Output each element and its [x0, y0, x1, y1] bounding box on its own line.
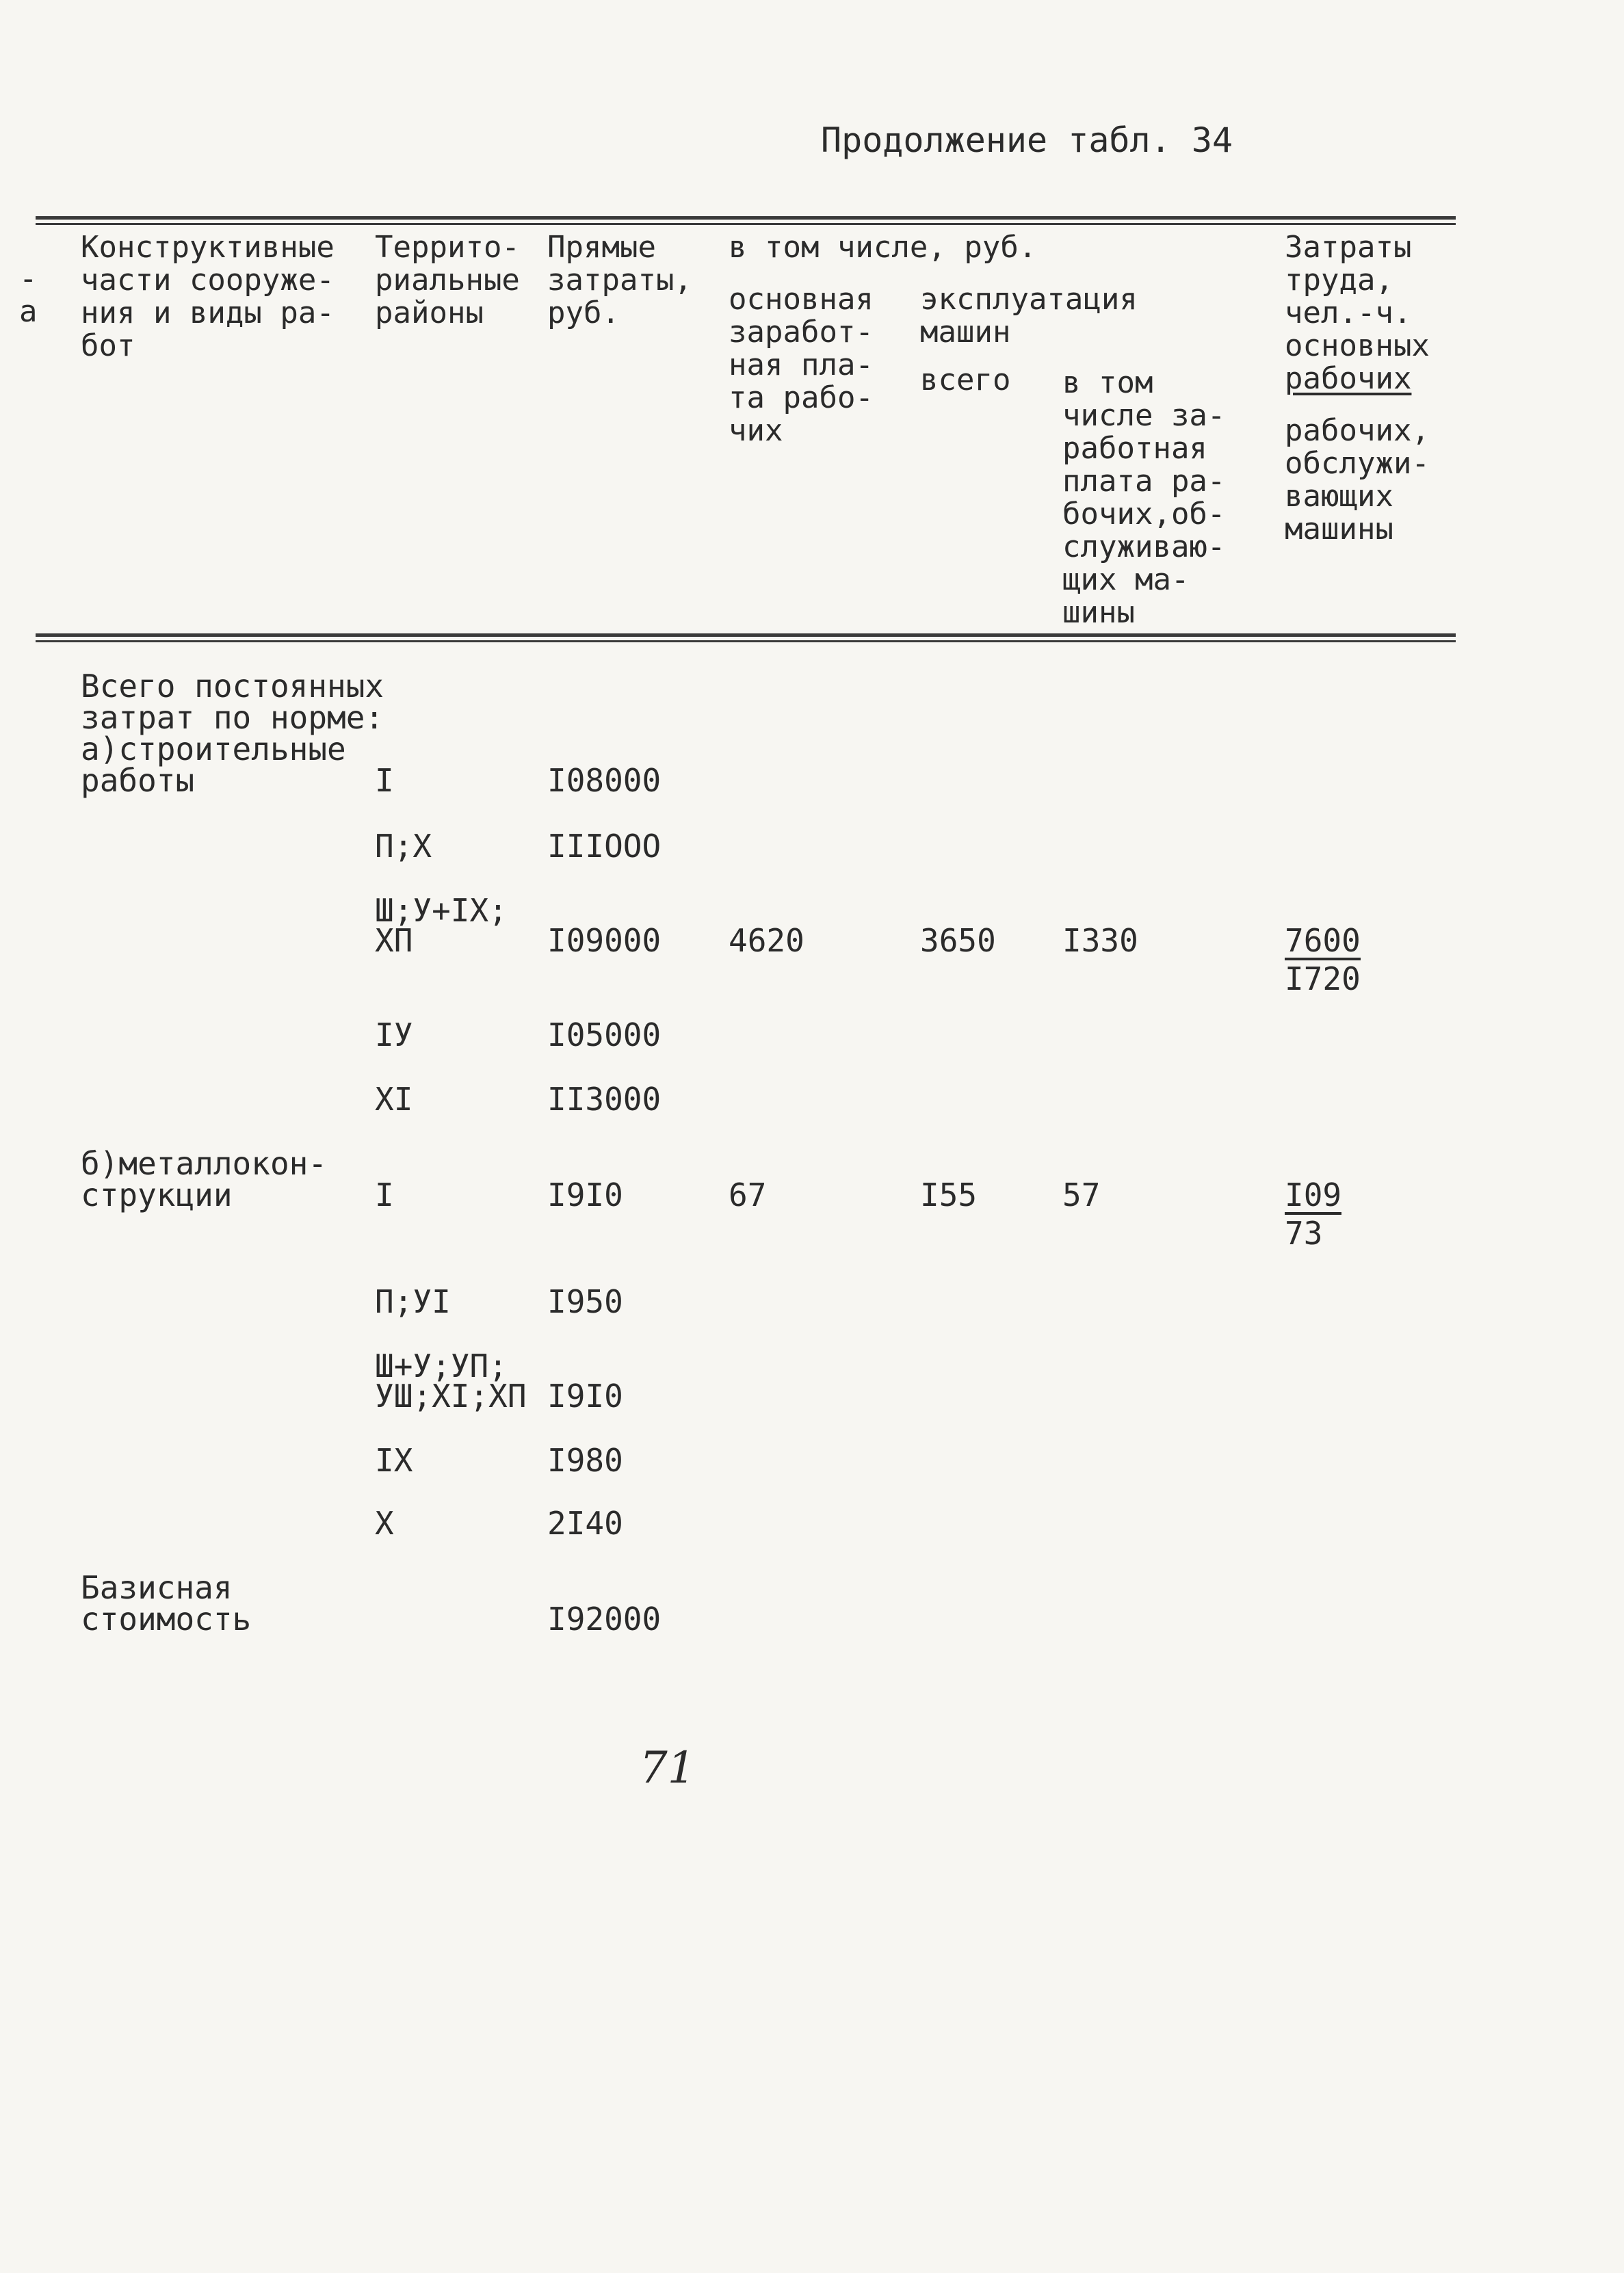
header-parts-line-3: ния и виды ра- [81, 295, 335, 330]
table-top-rule-2 [36, 223, 1456, 225]
header-parts-line-1: Конструктивные [81, 230, 335, 265]
header-parts-line-2: части сооруже- [81, 263, 335, 298]
table-row-a5-region: ХI [375, 1081, 413, 1118]
header-machines-wage-line-7: щих ма- [1062, 562, 1190, 597]
header-direct-costs-line-1: Прямые [547, 230, 656, 265]
header-cutoff-fragment-2: а [19, 294, 38, 329]
table-row-b2-region: П;УI [375, 1283, 451, 1320]
header-labor-main-workers: рабочих [1285, 361, 1412, 396]
header-direct-costs-line-2: затраты, [547, 263, 692, 298]
header-bottom-rule [36, 633, 1456, 637]
header-machines-wage-line-4: плата ра- [1062, 464, 1226, 499]
table-row-a1-direct: I08000 [547, 762, 662, 799]
section-a-label-line-3: а)строительные [81, 731, 346, 767]
header-wage-line-5: чих [729, 413, 783, 448]
section-b-label-line-2: струкции [81, 1177, 233, 1213]
table-row-a3-labor-fraction [1285, 922, 1361, 997]
section-a-label-line-4: работы [81, 762, 195, 799]
table-row-a3-labor-machines: I720 [1285, 960, 1361, 997]
table-row-b3-region-line-2: УШ;ХI;ХП [375, 1378, 527, 1415]
page-number: 71 [640, 1743, 696, 1794]
table-row-a4-region: IУ [375, 1016, 413, 1053]
table-row-b5-region: Х [375, 1505, 394, 1542]
table-row-a3-direct: I09000 [547, 922, 662, 959]
table-row-b4-region: IХ [375, 1442, 413, 1479]
header-direct-costs-line-3: руб. [547, 295, 620, 330]
header-cutoff-fragment-1: - [19, 261, 38, 296]
header-regions-line-1: Террито- [375, 230, 520, 265]
section-a-label-line-2: затрат по норме: [81, 699, 384, 736]
header-machines-wage-line-3: работная [1062, 431, 1207, 466]
table-row-b1-labor-machines: 73 [1285, 1215, 1323, 1252]
table-row-b1-direct: I9I0 [547, 1177, 623, 1213]
table-row-a5-direct: II3000 [547, 1081, 662, 1118]
header-labor-line-2: труда, [1285, 263, 1393, 298]
header-machines-wage-line-8: шины [1062, 595, 1135, 630]
table-top-rule [36, 216, 1456, 220]
table-row-b1-labor-fraction [1285, 1177, 1342, 1252]
header-labor-machine-line-3: вающих [1285, 479, 1393, 514]
table-row-b1-region: I [375, 1177, 394, 1213]
table-row-b1-wage: 67 [729, 1177, 767, 1213]
table-row-a1-region: I [375, 762, 394, 799]
header-labor-machine-line-4: машины [1285, 512, 1393, 547]
header-regions-line-3: районы [375, 295, 484, 330]
header-machines-wage-line-6: служиваю- [1062, 529, 1226, 564]
table-row-b1-machines-wage: 57 [1062, 1177, 1101, 1213]
header-machines-wage-line-1: в том [1062, 365, 1153, 400]
table-row-b3-region-line-1: Ш+У;УП; [375, 1348, 508, 1384]
header-wage-line-4: та рабо- [729, 380, 874, 415]
table-row-a2-direct: IIIOOO [547, 828, 662, 865]
table-row-a3-wage: 4620 [729, 922, 804, 959]
table-row-a3-region-line-1: Ш;У+IХ; [375, 892, 508, 929]
table-row-b2-direct: I950 [547, 1283, 623, 1320]
header-labor-machine-line-1: рабочих, [1285, 413, 1430, 448]
table-row-a4-direct: I05000 [547, 1016, 662, 1053]
header-labor-line-4: основных [1285, 328, 1430, 363]
table-row-b3-direct: I9I0 [547, 1378, 623, 1415]
header-wage-line-1: основная [729, 282, 874, 317]
header-wage-line-3: ная пла- [729, 347, 874, 382]
header-wage-line-2: заработ- [729, 315, 874, 350]
table-row-b5-direct: 2I40 [547, 1505, 623, 1542]
base-cost-direct: I92000 [547, 1601, 662, 1638]
table-continuation-title: Продолжение табл. 34 [821, 120, 1233, 160]
table-row-b4-direct: I980 [547, 1442, 623, 1479]
header-machines-line-1: эксплуатация [920, 282, 1138, 317]
table-row-a3-machines-total: 3650 [920, 922, 996, 959]
header-labor-line-1: Затраты [1285, 230, 1412, 265]
table-row-b1-machines-total: I55 [920, 1177, 978, 1213]
header-labor-machine-line-2: обслужи- [1285, 446, 1430, 481]
section-a-label-line-1: Всего постоянных [81, 668, 384, 705]
table-row-a3-machines-wage: I330 [1062, 922, 1138, 959]
header-parts-line-4: бот [81, 328, 135, 363]
table-row-b1-labor-main: I09 [1285, 1177, 1342, 1213]
table-row-a3-region-line-2: ХП [375, 922, 413, 959]
header-machines-wage-line-2: числе за- [1062, 398, 1226, 433]
table-row-a3-labor-main: 7600 [1285, 922, 1361, 959]
section-b-label-line-1: б)металлокон- [81, 1145, 328, 1182]
header-machines-total: всего [920, 363, 1011, 397]
base-cost-label-line-2: стоимость [81, 1601, 252, 1638]
header-including-group: в том числе, руб. [729, 230, 1037, 265]
table-row-a2-region: П;Х [375, 828, 432, 865]
header-machines-wage-line-5: бочих,об- [1062, 497, 1226, 531]
header-bottom-rule-2 [36, 640, 1456, 642]
header-labor-line-3: чел.-ч. [1285, 295, 1412, 330]
base-cost-label-line-1: Базисная [81, 1569, 233, 1606]
header-regions-line-2: риальные [375, 263, 520, 298]
header-machines-line-2: машин [920, 315, 1011, 350]
